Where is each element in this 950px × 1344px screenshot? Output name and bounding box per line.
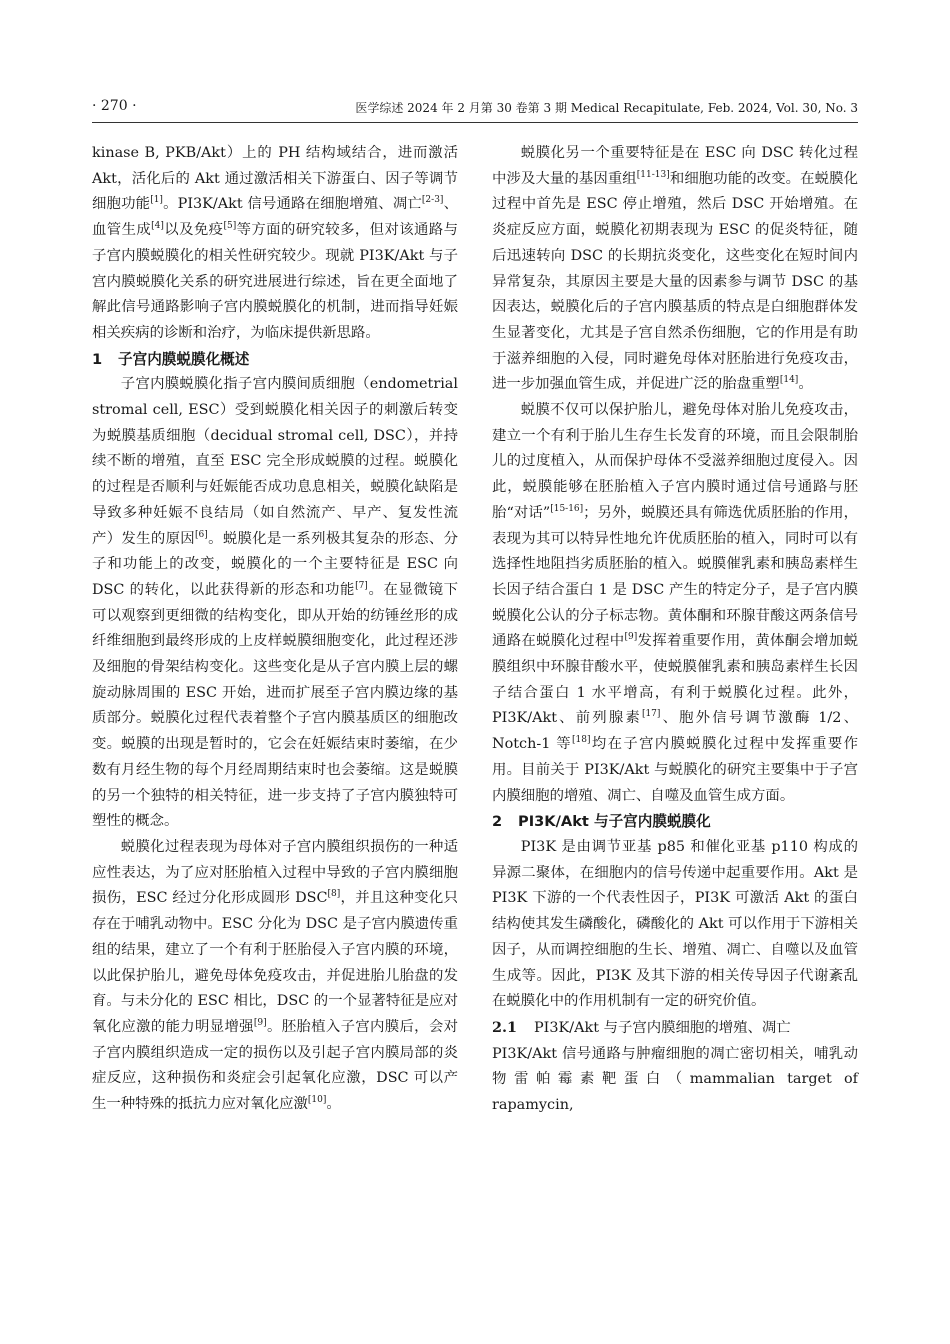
- page-header: [92, 96, 858, 120]
- section-2-number: 2: [492, 813, 503, 831]
- left-column: [92, 141, 458, 1118]
- subsection-2-1-heading: [492, 1015, 858, 1042]
- section-2-heading: [492, 809, 858, 835]
- subsection-2-1-title: PI3K/Akt 与子宫内膜细胞的增殖、凋亡: [534, 1019, 791, 1036]
- journal-citation: 医学综述 2024 年 2 月第 30 卷第 3 期 Medical Recapitulate, Feb. 2024, Vol. 30, No. 3: [355, 101, 858, 115]
- section-1-heading: [92, 347, 458, 373]
- subsection-2-1-paragraph-1: PI3K/Akt 信号通路与肿瘤细胞的凋亡密切相关，哺乳动物雷帕霉素靶蛋白（mammalian target of rapamycin,: [492, 1045, 858, 1114]
- section-1-title: 子宫内膜蜕膜化概述: [118, 350, 250, 368]
- section-1-paragraph-1: 子宫内膜蜕膜化指子宫内膜间质细胞（endometrial stromal cell, ESC）受到蜕膜化相关因子的刺激后转变为蜕膜基质细胞（decidual stromal cell, DSC），并持续不断的增殖，直至 ESC 完全形成蜕膜的过程。蜕膜化的过程是否顺利与妊娠能否成功息息相关，蜕膜化缺陷是导致多种妊娠不良结局（如自然流产、早产、复发性流产）发生的原因[6]。蜕膜化是一系列极其复杂的形态、分子和功能上的改变，蜕膜化的一个主要特征是 ESC 向 DSC 的转化，以此获得新的形态和功能[7]。在显微镜下可以观察到更细微的结构变化，即从开始的纺锤丝形的成纤维细胞到最终形成的上皮样蜕膜细胞变化，此过程还涉及细胞的骨架结构变化。这些变化是从子宫内膜上层的螺旋动脉周围的 ESC 开始，进而扩展至子宫内膜边缘的基质部分。蜕膜化过程代表着整个子宫内膜基质区的细胞改变。蜕膜的出现是暂时的，它会在妊娠结束时萎缩，在少数有月经生物的每个月经周期结束时也会萎缩。这是蜕膜的另一个独特的相关特征，进一步支持了子宫内膜独特可塑性的概念。: [92, 376, 458, 830]
- header-rule: [92, 122, 858, 123]
- section-1-paragraph-4: 蜕膜不仅可以保护胎儿，避免母体对胎儿免疫攻击，建立一个有利于胎儿生存生长发育的环境，而且会限制胎儿的过度植入，从而保护母体不受滋养细胞过度侵入。因此，蜕膜能够在胚胎植入子宫内膜时通过信号通路与胚胎“对话”[15-16]；另外，蜕膜还具有筛选优质胚胎的作用，表现为其可以特异性地允许优质胚胎的植入，同时可以有选择性地阻挡劣质胚胎的植入。蜕膜催乳素和胰岛素样生长因子结合蛋白 1 是 DSC 产生的特定分子，是子宫内膜蜕膜化公认的分子标志物。黄体酮和环腺苷酸这两条信号通路在蜕膜化过程中[9]发挥着重要作用，黄体酮会增加蜕膜组织中环腺苷酸水平，使蜕膜催乳素和胰岛素样生长因子结合蛋白 1 水平增高，有利于蜕膜化过程。此外，PI3K/Akt、前列腺素[17]、胞外信号调节激酶 1/2、Notch-1 等[18]均在子宫内膜蜕膜化过程中发挥重要作用。目前关于 PI3K/Akt 与蜕膜化的研究主要集中于子宫内膜细胞的增殖、凋亡、自噬及血管生成方面。: [492, 402, 858, 804]
- section-1-paragraph-3: 蜕膜化另一个重要特征是在 ESC 向 DSC 转化过程中涉及大量的基因重组[11-13]和细胞功能的改变。在蜕膜化过程中首先是 ESC 停止增殖，然后 DSC 开始增殖。在炎症反应方面，蜕膜化初期表现为 ESC 的促炎特征，随后迅速转向 DSC 的长期抗炎变化，这些变化在短时间内异常复杂，其原因主要是大量的因素参与调节 DSC 的基因表达，蜕膜化后的子宫内膜基质的特点是白细胞群体发生显著变化，尤其是子宫自然杀伤细胞，它的作用是有助于滋养细胞的入侵，同时避免母体对胚胎进行免疫攻击，进一步加强血管生成，并促进广泛的胎盘重塑[14]。: [492, 145, 858, 393]
- right-column: [492, 141, 858, 1119]
- page-number: · 270 ·: [92, 98, 137, 114]
- section-2-title: PI3K/Akt 与子宫内膜蜕膜化: [518, 813, 711, 831]
- section-2-paragraph-1: PI3K 是由调节亚基 p85 和催化亚基 p110 构成的异源二聚体，在细胞内的信号传递中起重要作用。Akt 是 PI3K 下游的一个代表性因子，PI3K 可激活 Akt 的蛋白结构使其发生磷酸化，磷酸化的 Akt 可以作用于下游相关因子，从而调控细胞的生长、增殖、凋亡、自噬以及血管生成等。因此，PI3K 及其下游的相关传导因子代谢紊乱在蜕膜化中的作用机制有一定的研究价值。: [492, 838, 858, 1010]
- section-1-paragraph-2: 蜕膜化过程表现为母体对子宫内膜组织损伤的一种适应性表达，为了应对胚胎植入过程中导致的子宫内膜细胞损伤，ESC 经过分化形成圆形 DSC[8]，并且这种变化只存在于哺乳动物中。ESC 分化为 DSC 是子宫内膜遗传重组的结果，建立了一个有利于胚胎侵入子宫内膜的环境，以此保护胎儿，避免母体免疫攻击，并促进胎儿胎盘的发育。与未分化的 ESC 相比，DSC 的一个显著特征是应对氧化应激的能力明显增强[9]。胚胎植入子宫内膜后，会对子宫内膜组织造成一定的损伤以及引起子宫内膜局部的炎症反应，这种损伤和炎症会引起氧化应激，DSC 可以产生一种特殊的抵抗力应对氧化应激[10]。: [92, 838, 458, 1113]
- section-1-number: 1: [92, 350, 103, 368]
- subsection-2-1-number: 2.1: [492, 1018, 518, 1036]
- intro-paragraph-continued: kinase B, PKB/Akt）上的 PH 结构域结合，进而激活 Akt，活化后的 Akt 通过激活相关下游蛋白、因子等调节细胞功能[1]。PI3K/Akt 信号通路在细胞增殖、凋亡[2-3]、血管生成[4]以及免疫[5]等方面的研究较多，但对该通路与子宫内膜蜕膜化的相关性研究较少。现就 PI3K/Akt 与子宫内膜蜕膜化关系的研究进展进行综述，旨在更全面地了解此信号通路影响子宫内膜蜕膜化的机制，进而指导妊娠相关疾病的诊断和治疗，为临床提供新思路。: [92, 145, 458, 341]
